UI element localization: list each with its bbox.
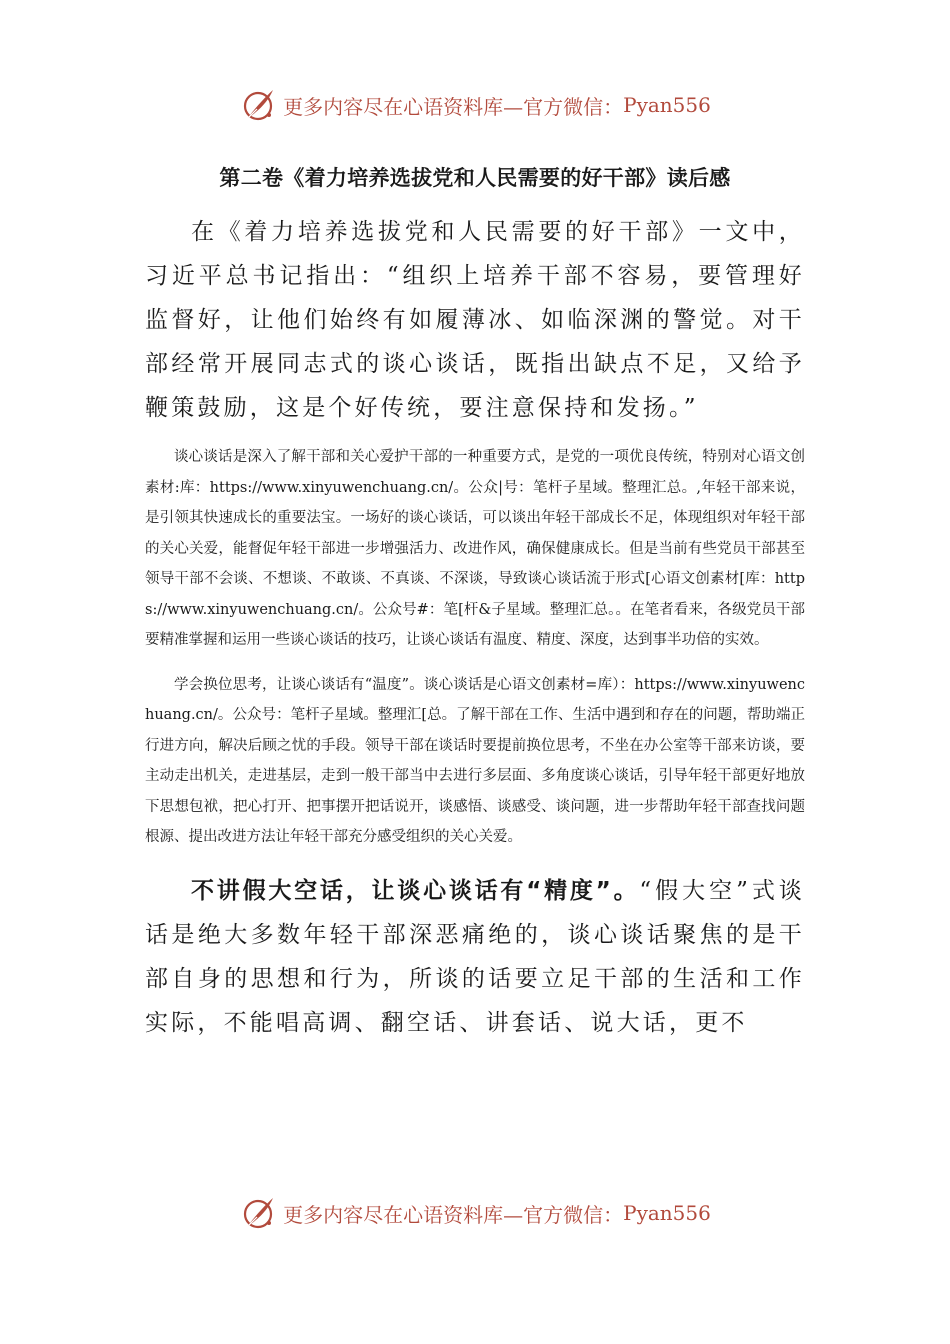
paragraph-body-1: 谈心谈话是深入了解干部和关心爱护干部的一种重要方式，是党的一项优良传统，特别对心语文创素材:库：https://www.xinyuwenchuang.cn/。公众|号：笔杆子星域。整理汇总。,年轻干部来说，是引领其快速成长的重要法宝。一场好的谈心谈话，可以谈出年轻干部成长不足，体现组织对年轻干部的关心关爱，能督促年轻干部进一步增强活力、改进作风，确保健康成长。但是当前有些党员干部甚至领导干部不会谈、不想谈、不敢谈、不真谈、不深谈，导致谈心谈话流于形式[心语文创素材[库：https://www.xinyuwenchuang.cn/。公众号#：笔[杆&子星域。整理汇总。。在笔者看来，各级党员干部要精准掌握和运用一些谈心谈话的技巧，让谈心谈话有温度、精度、深度，达到事半功倍的实效。 [145,449,805,648]
banner-slogan: 更多内容尽在心语资料库—官方微信： [283,94,624,119]
paragraph-precision [145,869,805,1045]
paragraph-precision-heading: 不讲假大空话，让谈心谈话有“精度”。 [191,877,640,904]
header-banner [0,80,950,130]
paragraph-precision-text: “假大空”式谈话是绝大多数年轻干部深恶痛绝的，谈心谈话聚焦的是干部自身的思想和行为，所谈的话要立足干部的生活和工作实际，不能唱高调、翻空话、讲套话、说大话，更不 [145,877,806,1036]
paragraph-quote: 在《着力培养选拔党和人民需要的好干部》一文中，习近平总书记指出：“组织上培养干部不容易，要管理好监督好，让他们始终有如履薄冰、如临深渊的警觉。对干部经常开展同志式的谈心谈话，既指出缺点不足，又给予鞭策鼓励，这是个好传统，要注意保持和发扬。” [145,219,805,421]
document-title: 第二卷《着力培养选拔党和人民需要的好干部》读后感 [219,166,731,190]
paragraph-body-2: 学会换位思考，让谈心谈话有“温度”。谈心谈话是心语文创素材=库）：https://www.xinyuwenchuang.cn/。公众号：笔杆子星域。整理汇[总。了解干部在工作、生活中遇到和存在的问题，帮助端正行进方向，解决后顾之忧的手段。领导干部在谈话时要提前换位思考，不坐在办公室等干部来访谈，要主动走出机关，走进基层，走到一般干部当中去进行多层面、多角度谈心谈话，引导年轻干部更好地放下思想包袱，把心打开、把事摆开把话说开，谈感悟、谈感受、谈问题，进一步帮助年轻干部查找问题根源、提出改进方法让年轻干部充分感受组织的关心关爱。 [145,676,805,845]
quill-pen-logo-icon [239,1193,279,1233]
wechat-id: Pyan556 [623,1201,711,1225]
document-body [145,158,805,1045]
footer-banner [0,1188,950,1238]
wechat-id: Pyan556 [623,93,711,117]
banner-slogan: 更多内容尽在心语资料库—官方微信： [283,1202,624,1227]
quill-pen-logo-icon [239,85,279,125]
